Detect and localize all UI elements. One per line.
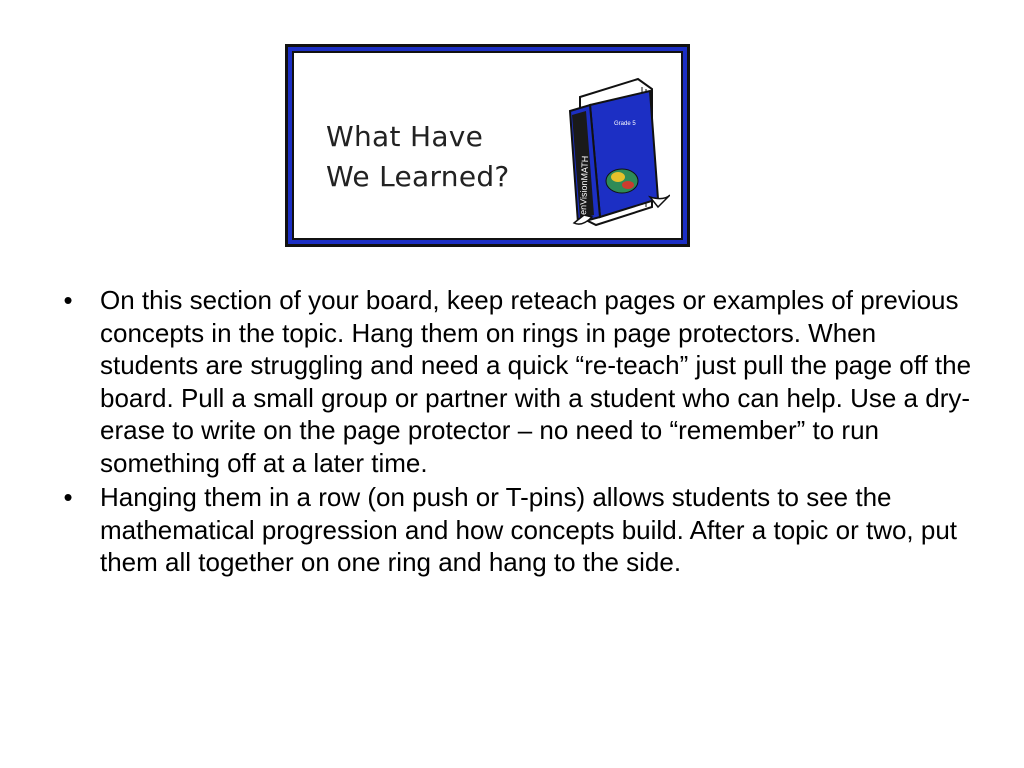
bullet-list	[58, 284, 978, 581]
banner-title-line-1: What Have	[326, 120, 484, 153]
banner-title-line-2: We Learned?	[326, 160, 510, 193]
book-spine-text: enVisionMATH	[578, 155, 591, 216]
title-banner-inner	[292, 51, 683, 240]
bullet-item-1	[58, 284, 978, 479]
bullet-text: On this section of your board, keep reteach pages or examples of previous concepts in the topic. Hang them on rings in page protectors. When students are struggling and need a quick “re-teach” just pull the page off the board. Pull a small group or partner with a student who can help. Use a dry-erase to write on the page protector – no need to “remember” to run something off at a later time.	[100, 285, 972, 478]
bullet-item-2	[58, 481, 978, 579]
book-cover-text: Grade 5	[614, 121, 636, 127]
math-book-icon	[552, 77, 670, 227]
bullet-mark: •	[63, 482, 73, 512]
title-banner	[285, 44, 690, 247]
bullet-text: Hanging them in a row (on push or T-pins) allows students to see the mathematical progression and how concepts build. After a topic or two, put them all together on one ring and hang to the side.	[100, 482, 958, 577]
bullet-mark: •	[63, 285, 73, 315]
banner-title	[326, 117, 510, 197]
